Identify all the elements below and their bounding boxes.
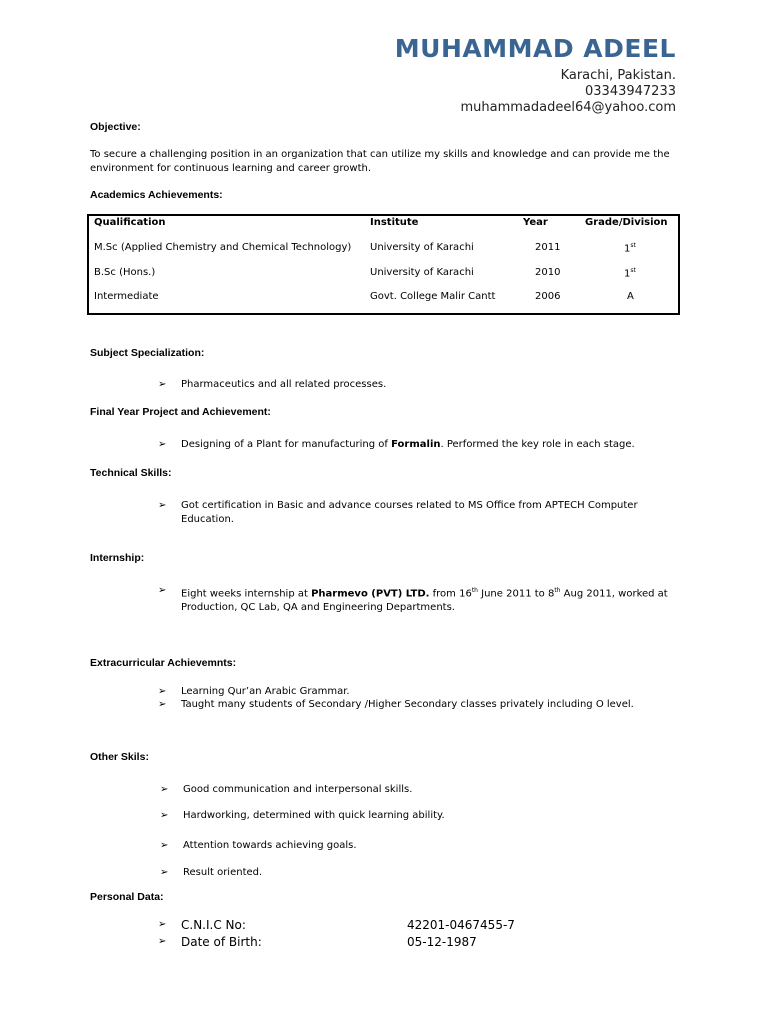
internship-text-from: from 16: [429, 588, 472, 600]
project-text-post: . Performed the key role in each stage.: [440, 439, 635, 450]
candidate-name: MUHAMMAD ADEEL: [394, 34, 676, 63]
technical-heading: Technical Skills:: [90, 467, 172, 479]
table-row-2-year: 2010: [535, 267, 561, 278]
ordinal-suffix: th: [554, 587, 561, 594]
list-item-text: Hardworking, determined with quick learning ability.: [183, 810, 445, 821]
grade-suffix: st: [630, 242, 636, 249]
arrow-bullet-icon: ➢: [158, 379, 167, 390]
project-product: Formalin: [391, 439, 441, 450]
list-item-text: Got certification in Basic and advance courses related to MS Office from APTECH Computer Education.: [181, 500, 638, 525]
grade-value: 1: [624, 268, 631, 280]
location: Karachi, Pakistan.: [560, 68, 676, 83]
internship-text-post: Aug 2011, worked at Production, QC Lab, QA and Engineering Departments.: [181, 588, 668, 614]
table-row-1-grade: [624, 242, 636, 254]
arrow-bullet-icon: ➢: [160, 784, 169, 795]
arrow-bullet-icon: ➢: [158, 919, 167, 930]
academics-table: [87, 214, 680, 315]
grade-suffix: st: [630, 267, 636, 274]
table-row-2-qualification: B.Sc (Hons.): [94, 267, 156, 278]
table-row-1-year: 2011: [535, 242, 561, 253]
personal-label: C.N.I.C No:: [181, 918, 246, 932]
email: muhammadadeel64@yahoo.com: [460, 100, 676, 115]
arrow-bullet-icon: ➢: [158, 936, 167, 947]
list-item-text: Attention towards achieving goals.: [183, 840, 357, 851]
table-row-2-institute: University of Karachi: [370, 267, 474, 278]
arrow-bullet-icon: ➢: [160, 840, 169, 851]
personal-value: 42201-0467455-7: [407, 918, 515, 932]
other-skills-heading: Other Skils:: [90, 751, 149, 763]
table-row-3-year: 2006: [535, 291, 561, 302]
phone: 03343947233: [585, 84, 676, 99]
personal-label: Date of Birth:: [181, 935, 262, 949]
arrow-bullet-icon: ➢: [160, 867, 169, 878]
table-row-2-grade: [624, 267, 636, 279]
arrow-bullet-icon: ➢: [158, 699, 167, 710]
project-text-pre: Designing of a Plant for manufacturing of: [181, 439, 392, 450]
arrow-bullet-icon: ➢: [158, 439, 167, 450]
table-row-3-grade: A: [627, 291, 634, 302]
internship-heading: Internship:: [90, 552, 145, 564]
internship-company: Pharmevo (PVT) LTD.: [311, 588, 430, 600]
academics-heading: Academics Achievements:: [90, 189, 223, 201]
column-header-qualification: Qualification: [94, 217, 166, 228]
list-item-text: [181, 584, 678, 615]
table-row-1-institute: University of Karachi: [370, 242, 474, 253]
column-header-year: Year: [523, 217, 548, 228]
internship-text-mid: June 2011 to 8: [477, 588, 555, 600]
column-header-grade: Grade/Division: [585, 217, 668, 228]
table-row-3-qualification: Intermediate: [94, 291, 159, 302]
table-row-1-qualification: M.Sc (Applied Chemistry and Chemical Technology): [94, 242, 352, 253]
internship-text-pre: Eight weeks internship at: [181, 588, 312, 600]
objective-heading: Objective:: [90, 121, 141, 133]
column-header-institute: Institute: [370, 217, 419, 228]
project-heading: Final Year Project and Achievement:: [90, 406, 271, 418]
specialization-heading: Subject Specialization:: [90, 347, 205, 359]
list-item-text: Taught many students of Secondary /Higher Secondary classes privately including O level.: [181, 699, 634, 710]
arrow-bullet-icon: ➢: [158, 585, 167, 596]
list-item-text: Pharmaceutics and all related processes.: [181, 379, 387, 390]
arrow-bullet-icon: ➢: [158, 500, 167, 511]
list-item-text: Result oriented.: [183, 867, 263, 878]
objective-text: To secure a challenging position in an organization that can utilize my skills and knowledge and can provide me the environment for continuous learning and career growth.: [90, 149, 670, 174]
list-item-text: Learning Qur’an Arabic Grammar.: [181, 686, 350, 697]
personal-heading: Personal Data:: [90, 891, 164, 903]
personal-value: 05-12-1987: [407, 935, 477, 949]
ordinal-suffix: th: [471, 587, 478, 594]
list-item-text: Good communication and interpersonal skills.: [183, 784, 413, 795]
extracurricular-heading: Extracurricular Achievemnts:: [90, 657, 237, 669]
table-row-3-institute: Govt. College Malir Cantt: [370, 291, 496, 302]
grade-value: 1: [624, 243, 631, 255]
arrow-bullet-icon: ➢: [158, 686, 167, 697]
list-item-text: [181, 438, 635, 452]
arrow-bullet-icon: ➢: [160, 810, 169, 821]
